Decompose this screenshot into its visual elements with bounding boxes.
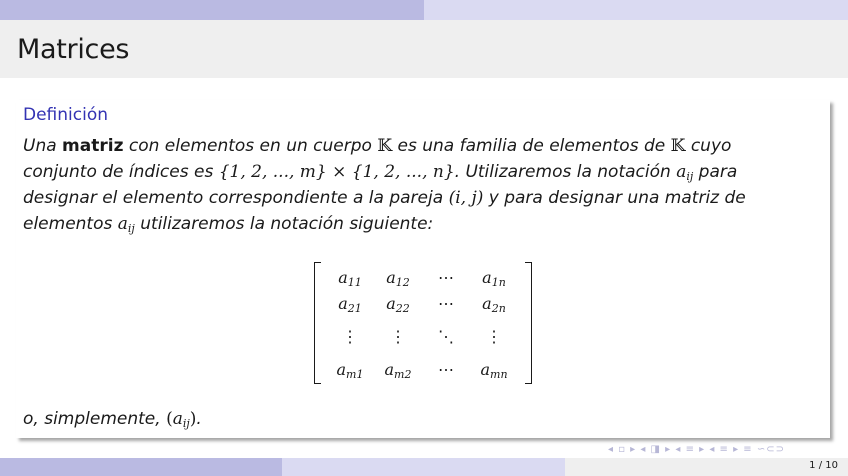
bottom-bar-right <box>565 458 848 476</box>
closing-line: o, simplemente, $(a_{ij})$. <box>23 409 202 430</box>
right-bracket <box>525 262 532 384</box>
definition-block <box>16 100 830 438</box>
matrix-entries <box>326 264 518 382</box>
bold-term: matriz <box>62 136 124 156</box>
matrix-entry: ⋮ <box>390 326 406 346</box>
matrix-entry: ⋮ <box>486 326 502 346</box>
bottom-bar-left <box>0 458 282 476</box>
matrix-entry: $a_{22}$ <box>386 293 410 315</box>
matrix-entry: $a_{m2}$ <box>384 359 412 381</box>
index-pair: (i, j) <box>448 188 484 208</box>
matrix-entry: ⋯ <box>438 267 454 287</box>
matrix-entry: $a_{12}$ <box>386 267 410 289</box>
matrix-entry: $a_{mn}$ <box>480 359 508 381</box>
left-bracket <box>314 262 321 384</box>
matrix-entry: ⋯ <box>438 293 454 313</box>
matrix-entry: $a_{m1}$ <box>336 359 364 381</box>
bottom-bar <box>0 458 848 476</box>
top-bar-right <box>424 0 848 20</box>
matrix-row <box>326 356 518 382</box>
matrix-entry: ⋱ <box>438 326 454 346</box>
matrix-entry: $a_{11}$ <box>338 267 362 289</box>
page-number: 1 / 10 <box>809 460 838 471</box>
definition-text: Una matriz con elementos en un cuerpo 𝕂 es una familia de elementos de 𝕂 cuyo conjunto de índices es {1, 2, ..., m} × {1, 2, ..., n}. Utilizaremos la notación $a_{ij}$ para designar el elemento correspondiente a la pareja (i, j) y para designar una matriz de elementos $a_{ij}$ utilizaremos la notación siguiente: <box>23 136 746 235</box>
top-bar-left <box>0 0 424 20</box>
top-bar <box>0 0 848 20</box>
index-set: {1, 2, ..., m} × {1, 2, ..., n} <box>218 162 455 182</box>
matrix-entry: ⋯ <box>438 359 454 379</box>
matrix-entry: $a_{2n}$ <box>482 293 506 315</box>
matrix-row <box>326 290 518 316</box>
general-matrix <box>314 262 532 384</box>
navigation-symbols[interactable]: ◂ ▫ ▸ ◂ ◨ ▸ ◂ ≡ ▸ ◂ ≡ ▸ ≡ ∽⊂⊃ <box>608 444 785 455</box>
block-title: Definición <box>23 105 108 125</box>
matrix-entry: ⋮ <box>342 326 358 346</box>
bottom-bar-middle <box>282 458 565 476</box>
matrix-entry: $a_{1n}$ <box>482 267 506 289</box>
matrix-row <box>326 316 518 356</box>
matrix-row <box>326 264 518 290</box>
frame-title: Matrices <box>17 34 130 65</box>
field-symbol: 𝕂 <box>377 136 393 156</box>
matrix-entry: $a_{21}$ <box>338 293 362 315</box>
